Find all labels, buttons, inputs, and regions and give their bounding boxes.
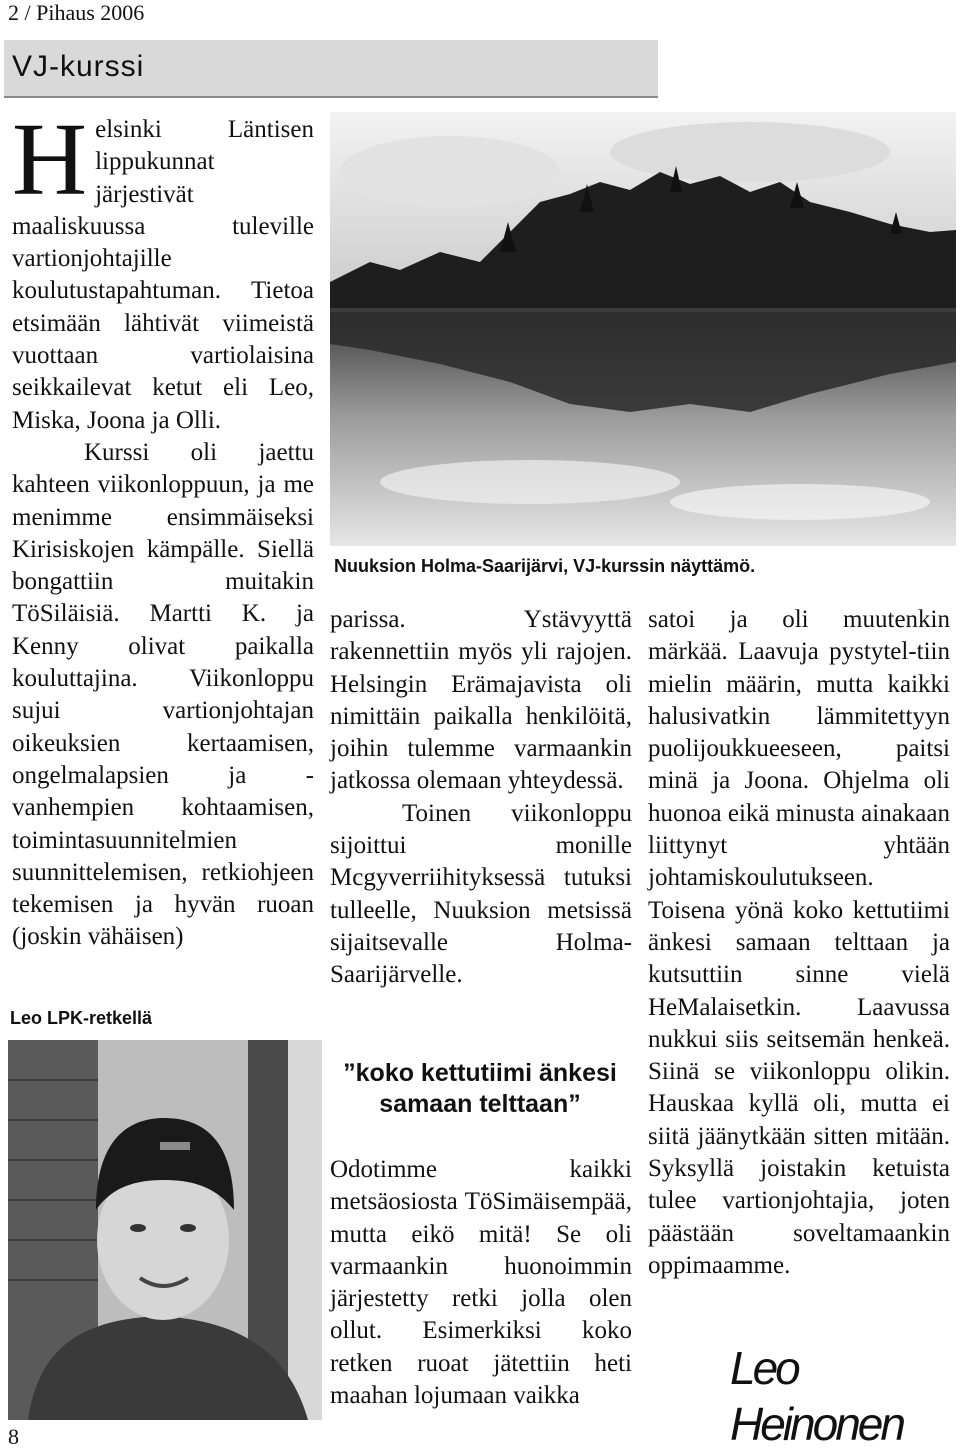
lake-caption: Nuuksion Holma-Saarijärvi, VJ-kurssin näyttämö. xyxy=(334,556,756,576)
author-signature: Leo Heinonen xyxy=(730,1342,903,1450)
paragraph-conclusion: satoi ja oli muutenkin märkää. Laavuja pystytel-tiin mielin määrin, mutta kaikki halusivatkin lämmitettyyn puolijoukkueeseen, paitsi minä ja Joona. Ohjelma oli huonoa eikä minusta ainakaan liittynyt yhtään johtamiskoulutukseen. Toisena yönä koko kettutiimi änkesi samaan telttaan ja kutsuttiin sinne vielä HeMalaisetkin. Laavussa nukkui siis seitsemän henkeä. Siinä se viikonloppu olikin. Hauskaa kyllä oli, mutta ei siitä jäänytkään sitten mitään. Syksyllä joistakin ketuista tulee vartionjohtajia, joten päästään soveltamaankin oppimaamme. xyxy=(648,606,950,1279)
page-number: 8 xyxy=(8,1424,19,1449)
portrait-caption: Leo LPK-retkellä xyxy=(10,1008,153,1028)
drop-cap: H xyxy=(12,102,88,217)
intro-text: elsinki Läntisen lippukunnat järjestivät maaliskuussa tuleville vartionjohtajille koulutustapahtuman. Tietoa etsimään lähtivät viimeistä vuottaan vartiolaisina seikkailevat ketut eli Leo, Miska, Joona ja Olli. xyxy=(12,116,314,434)
article-column-1 xyxy=(12,102,314,954)
portrait-image xyxy=(8,1040,322,1420)
lake-photo xyxy=(330,112,956,546)
article-column-3 xyxy=(648,604,950,1282)
pull-quote: ”koko kettutiimi änkesi samaan telttaan” xyxy=(343,1059,617,1118)
article-column-2-continued xyxy=(330,1154,632,1412)
intro-paragraph xyxy=(12,102,314,437)
section-title-bar xyxy=(4,40,658,98)
page-title: VJ-kurssi xyxy=(12,50,145,83)
paragraph-expectations: Odotimme kaikki metsäosiosta TöSimäisempää, mutta eikö mitä! Se oli varmaankin huonoimmin järjestetty retki jolla olen ollut. Esimerkiksi koko retken ruoat jätettiin heti maahan lojumaan vaikka xyxy=(330,1156,632,1410)
lake-image xyxy=(330,112,956,546)
issue-label: 2 / Pihaus 2006 xyxy=(8,0,145,25)
paragraph-course: Kurssi oli jaettu kahteen viikonloppuun, ja me menimme ensimmäiseksi Kirisiskojen kämpälle. Siellä bongattiin muitakin TöSiläisiä. Martti K. ja Kenny olivat paikalla kouluttajina. Viikonloppu sujui vartionjohtajan oikeuksien kertaamisen, ongelmalapsien ja -vanhempien kohtaamisen, toimintasuunnitelmien suunnittelemisen, retkiohjeen tekemisen ja hyvän ruoan (joskin vähäisen) xyxy=(12,438,314,951)
paragraph-friendship: parissa. Ystävyyttä rakennettiin myös yli rajojen. Helsingin Erämajavista oli nimittäin paikalla henkilöitä, joihin tulemme varmaankin jatkossa olemaan yhteydessä. xyxy=(330,606,632,795)
portrait-photo xyxy=(8,1040,322,1420)
article-column-2 xyxy=(330,604,632,992)
paragraph-second-weekend: Toinen viikonloppu sijoittui monille Mcgyverriihityksessä tutuksi tulleelle, Nuuksion metsissä sijaitsevalle Holma-Saarijärvelle. xyxy=(330,799,632,989)
